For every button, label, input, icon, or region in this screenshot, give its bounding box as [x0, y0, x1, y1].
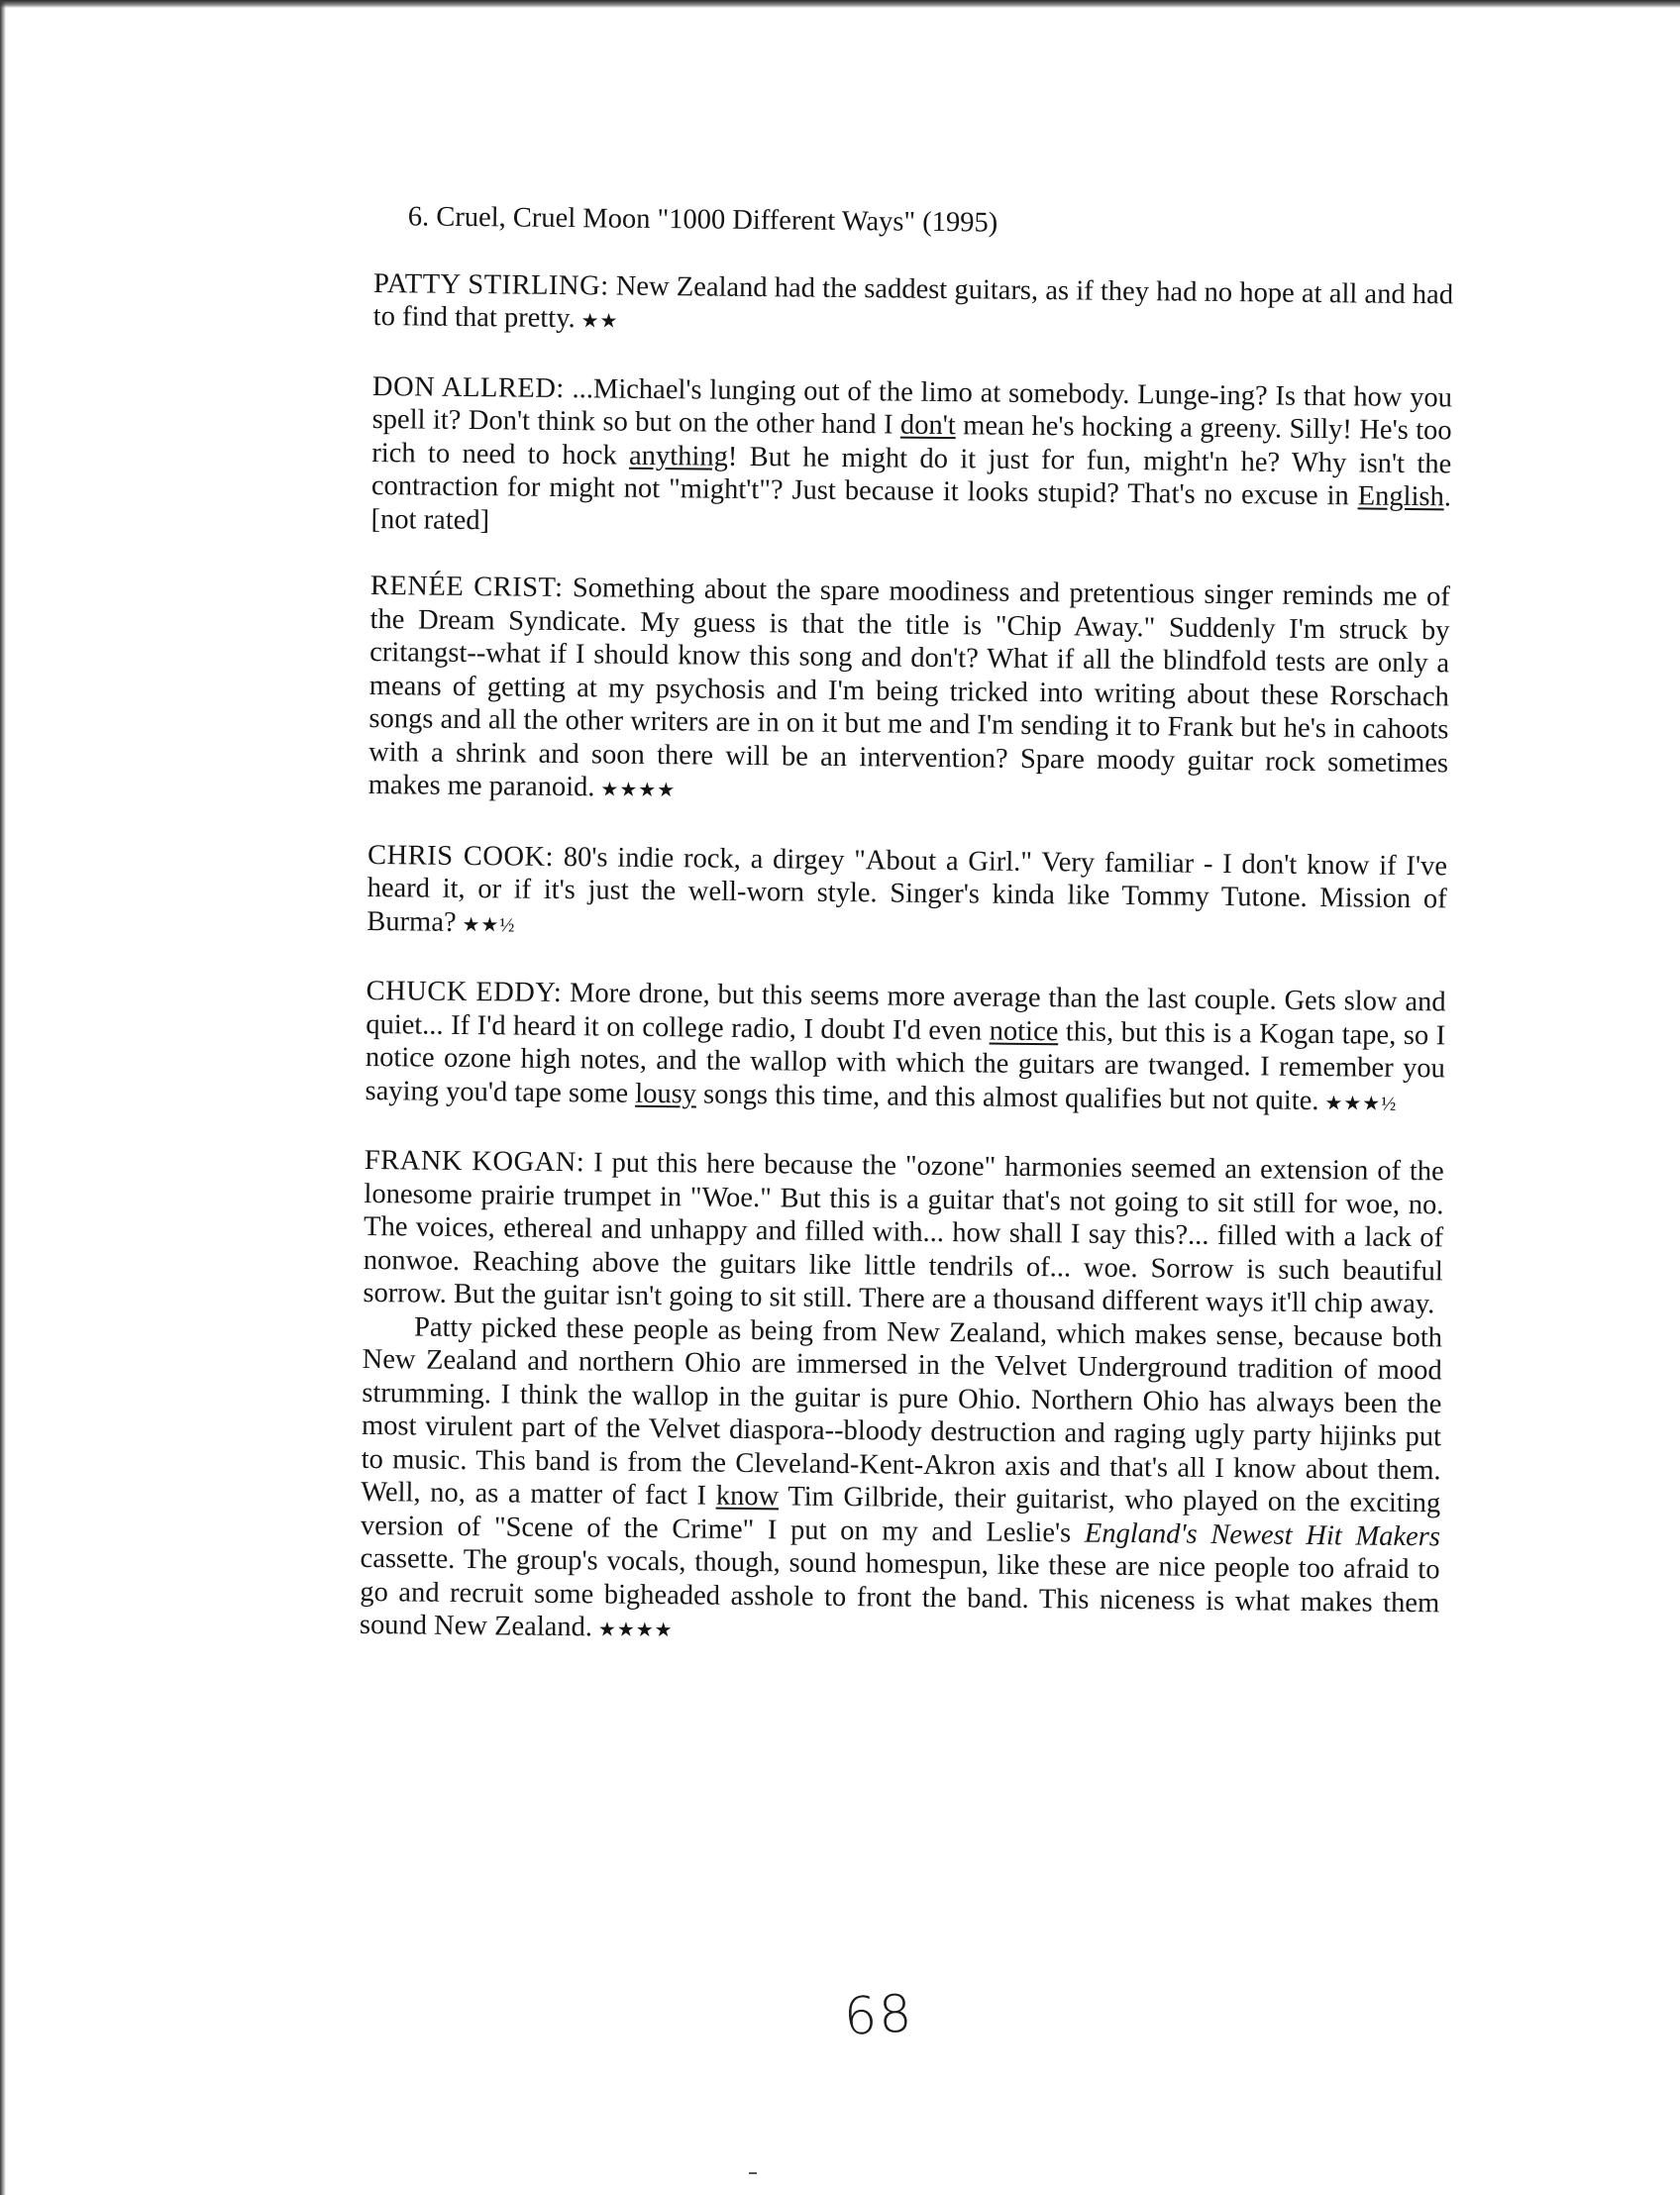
underlined-word: English: [1357, 480, 1444, 513]
song-heading: 6. Cruel, Cruel Moon "1000 Different Ways" (1995): [407, 201, 998, 239]
review-text: [368, 570, 1450, 816]
reviewer-name: CHRIS COOK:: [367, 839, 555, 873]
review-entry: [365, 975, 1445, 1121]
underlined-word: anything: [628, 440, 729, 472]
review-entry: [373, 266, 1454, 347]
review-body: cassette. The group's vocals, though, sound homespun, like these are nice people too afraid to go and recruit some bigheaded asshole to front the band. This niceness is what makes them sound New Zealand.: [359, 1542, 1440, 1643]
reviewer-name: PATTY STIRLING:: [372, 267, 609, 301]
page-number: 68: [842, 1984, 915, 2047]
review-text: [367, 838, 1447, 952]
review-body: New Zealand had the saddest guitars, as if they had no hope at all and had to find that pretty.: [372, 269, 1454, 335]
review-entry: [367, 838, 1447, 952]
underlined-word: don't: [899, 409, 956, 442]
review-body: songs this time, and this almost qualifies but not quite.: [695, 1078, 1319, 1116]
review-body: mean he's hocking a greeny. Silly! He's too rich to need to hock: [371, 410, 1452, 471]
review-body: 80's indie rock, a dirgey "About a Girl." Very familiar - I don't know if I've heard it, or if it's just the well-worn style. Singer's kinda like Tommy Tutone. Mission of Burma?: [367, 841, 1448, 938]
review-body: I put this here because the "ozone" harmonies seemed an extension of the lonesome prairie trumpet in "Woe." But this is a guitar that's not going to sit still for woe, no. The voices, ethereal and unhappy and filled with... how shall I say this?... filled with a lack of nonwoe. Reaching above the guitars like little tendrils of... woe. Sorrow is such beautiful sorrow. But the guitar isn't going to sit still. There are a thousand different ways it'll chip away.: [363, 1147, 1444, 1320]
star-rating: ★★★★: [600, 779, 677, 802]
review-body: ...Michael's lunging out of the limo at somebody. Lunge-ing? Is that how you spell it? Don't think so but on the other hand I: [371, 372, 1453, 441]
review-text: [370, 369, 1452, 547]
review-body: this, but this is a Kogan tape, so I notice ozone high notes, and the wallop with which the guitars are twanged. I remember you saying you'd tape some: [365, 1015, 1446, 1109]
review-body: ! But he might do it just for fun, might'n he? Why isn't the contraction for might not "might't"? Just because it looks stupid? That's no excuse in: [370, 441, 1452, 512]
review-text: [363, 1144, 1444, 1321]
star-rating: ★★★★: [597, 1619, 674, 1642]
scan-edge: [0, 0, 6, 2195]
underlined-word: notice: [989, 1015, 1059, 1047]
review-body: More drone, but this seems more average than the last couple. Gets slow and quiet... If I'd heard it on college radio, I doubt I'd even: [366, 978, 1446, 1047]
review-body: Something about the spare moodiness and pretentious singer reminds me of the Dream Syndicate. My guess is that the title is "Chip Away." Suddenly I'm struck by critangst--what if I should know this song and don't? What if all the blindfold tests are only a means of getting at my psychosis and I'm being tricked into writing about these Rorschach songs and all the other writers are in on it but me and I'm sending it to Frank but he's in cahoots with a shrink and soon there will be an intervention? Spare moody guitar rock sometimes makes me paranoid.: [368, 573, 1451, 803]
review-entry: [368, 570, 1450, 816]
star-rating: ★★: [580, 310, 619, 333]
star-rating: ★★★½: [1324, 1092, 1398, 1115]
reviewer-name: DON ALLRED:: [371, 370, 565, 404]
reviewer-name: CHUCK EDDY:: [366, 975, 563, 1009]
scan-edge: [0, 0, 1680, 8]
review-body: . [not rated]: [370, 481, 1452, 536]
reviewer-name: FRANK KOGAN:: [364, 1144, 585, 1179]
document-body: [359, 200, 1454, 1690]
review-entry: [370, 369, 1452, 547]
review-entry: [360, 1144, 1444, 1656]
review-text: [365, 975, 1445, 1121]
album-title: England's Newest Hit Makers: [1084, 1517, 1441, 1552]
underlined-word: know: [715, 1480, 780, 1513]
reviewer-name: RENÉE CRIST:: [369, 570, 564, 604]
scan-mark: [749, 2172, 757, 2174]
underlined-word: lousy: [635, 1078, 697, 1109]
star-rating: ★★½: [462, 913, 516, 937]
review-text: [360, 1309, 1442, 1655]
review-body: Patty picked these people as being from New Zealand, which makes sense, because both New Zealand and northern Ohio are immersed in the Velvet Underground tradition of mood strumming. I think the wallop in the guitar is pure Ohio. Northern Ohio has always been the most virulent part of the Velvet diaspora--bloody destruction and raging ugly party hijinks put to music. This band is from the Cleveland-Kent-Akron axis and that's all I know about them. Well, no, as a matter of fact I: [361, 1310, 1443, 1512]
review-body: Tim Gilbride, their guitarist, who played on the exciting version of "Scene of the Crime" I put on my and Leslie's: [360, 1481, 1441, 1549]
review-text: [373, 266, 1454, 347]
